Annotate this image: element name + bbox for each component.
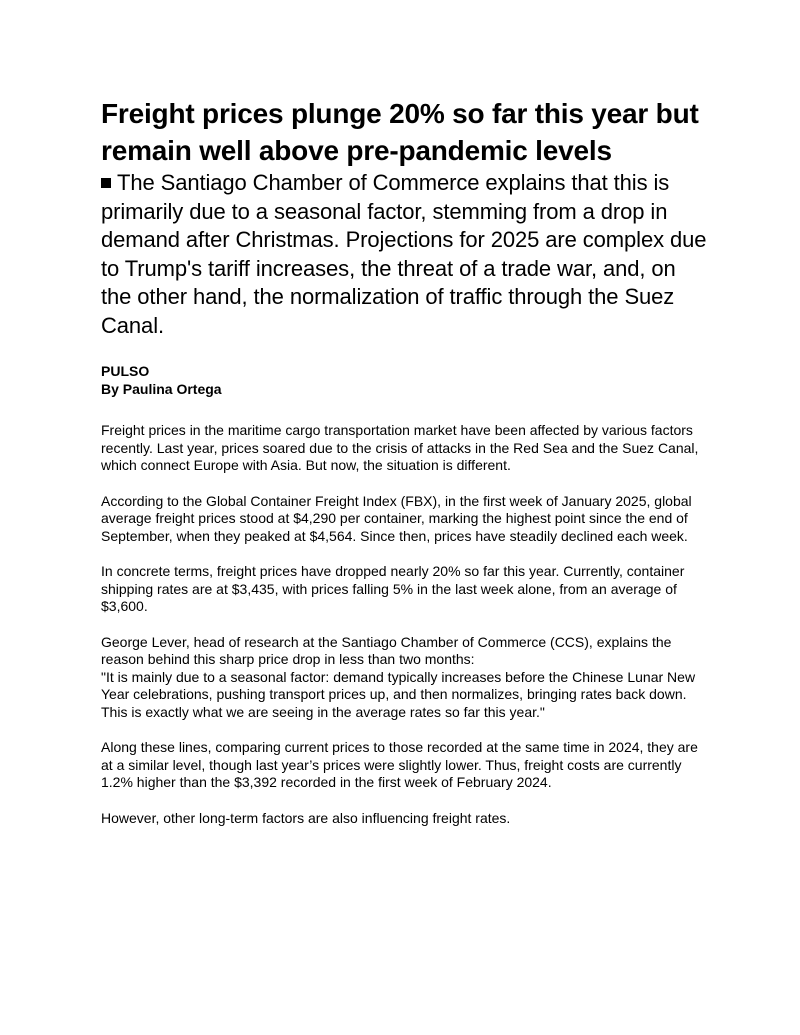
article — [101, 95, 711, 845]
quote-intro: George Lever, head of research at the Santiago Chamber of Commerce (CCS), explains the reason behind this sharp price drop in less than two months: — [101, 633, 672, 667]
article-deck — [101, 169, 711, 340]
bullet-square-icon — [101, 178, 111, 188]
body-paragraph: Along these lines, comparing current prices to those recorded at the same time in 2024, they are at a similar level, though last year’s prices were slightly lower. Thus, freight costs are currently 1.2% higher than the $3,392 recorded in the first week of February 2024. — [101, 739, 698, 790]
quote-paragraph — [101, 634, 711, 722]
quote-text: "It is mainly due to a seasonal factor: demand typically increases before the Chinese Lunar New Year celebrations, pushing transport prices up, and then normalizes, bringing rates back down. This is exactly what we are seeing in the average rates so far this year." — [101, 668, 696, 720]
article-body — [101, 422, 711, 827]
source-label: PULSO — [101, 363, 150, 379]
author-label: By Paulina Ortega — [101, 381, 222, 397]
body-paragraph: In concrete terms, freight prices have dropped nearly 20% so far this year. Currently, container shipping rates are at $3,435, with prices falling 5% in the last week alone, from an average of $3,600. — [101, 563, 685, 614]
article-headline: Freight prices plunge 20% so far this year but remain well above pre-pandemic levels — [101, 98, 699, 166]
body-paragraph: However, other long-term factors are also influencing freight rates. — [101, 809, 511, 826]
byline — [101, 362, 711, 398]
article-deck-text: The Santiago Chamber of Commerce explains that this is primarily due to a seasonal factor, stemming from a drop in demand after Christmas. Projections for 2025 are complex due to Trump's tariff increases, the threat of a trade war, and, on the other hand, the normalization of traffic through the Suez Canal. — [101, 170, 707, 338]
body-paragraph: Freight prices in the maritime cargo transportation market have been affected by various factors recently. Last year, prices soared due to the crisis of attacks in the Red Sea and the Suez Canal, which connect Europe with Asia. But now, the situation is different. — [101, 422, 699, 473]
body-paragraph: According to the Global Container Freight Index (FBX), in the first week of January 2025, global average freight prices stood at $4,290 per container, marking the highest point since the end of September, when they peaked at $4,564. Since then, prices have steadily declined each week. — [101, 492, 692, 544]
